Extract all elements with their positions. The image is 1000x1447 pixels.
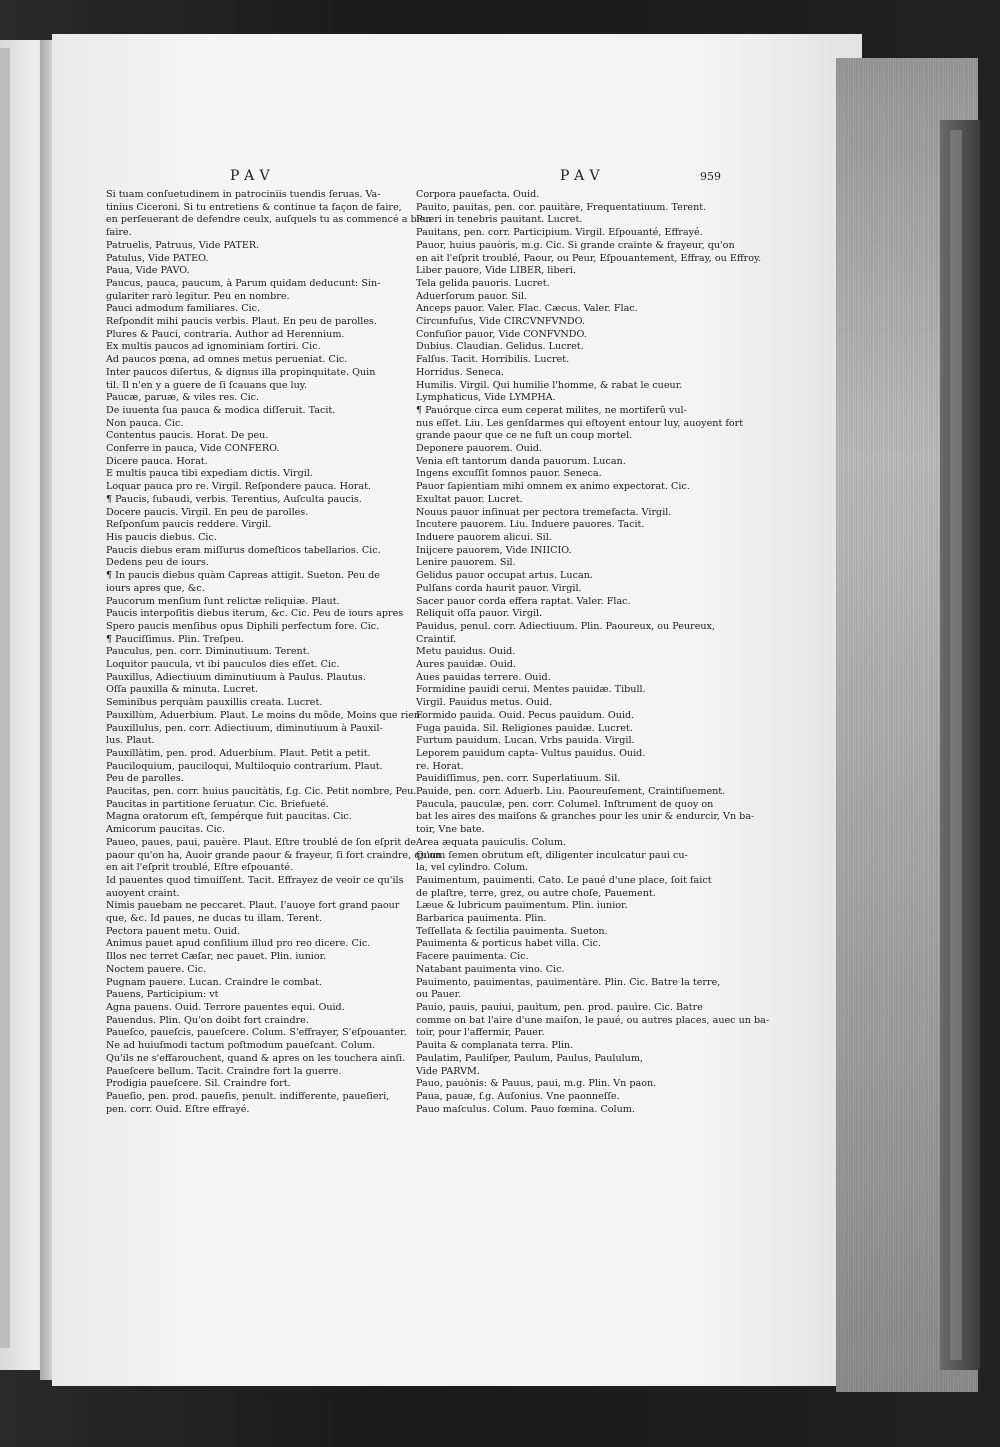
text-line: Gelidus pauor occupat artus. Lucan. [416, 570, 593, 582]
text-line: Paua, Vide PAVO. [106, 265, 190, 277]
text-line: comme on bat l'aire d'une maiſon, le paué, ou autres places, auec un ba- [416, 1014, 770, 1026]
text-line: Pulſans corda haurit pauor. Virgil. [416, 582, 582, 594]
text-line: Animus pauet apud conſilium illud pro reo dicere. Cic. [106, 938, 371, 950]
text-line: Paulatim, Pauliſper, Paulum, Paulus, Paululum, [416, 1052, 644, 1064]
text-line: Paucula, pauculæ, pen. corr. Columel. Inſtrument de quoy on [416, 798, 714, 810]
text-line: de plaſtre, terre, grez, ou autre choſe, Pauement. [416, 887, 656, 899]
text-line: Tela gelida pauoris. Lucret. [416, 277, 550, 289]
text-line: Paucitas in partitione ſeruatur. Cic. Briefueté. [106, 798, 329, 810]
text-line: Exultat pauor. Lucret. [416, 493, 523, 505]
text-line: Patulus, Vide PATEO. [106, 252, 209, 264]
text-line: Loquar pauca pro re. Virgil. Reſpondere pauca. Horat. [106, 481, 371, 493]
text-line: Sacer pauor corda effera raptat. Valer. Flac. [416, 595, 631, 607]
text-line: Fuga pauida. Sil. Religiones pauidæ. Lucret. [416, 722, 633, 734]
text-line: Dubius. Claudian. Gelidus. Lucret. [416, 341, 584, 353]
book-cover-highlight [950, 130, 962, 1360]
text-line: Patruelis, Patruus, Vide PATER. [106, 239, 260, 251]
text-line: Pauito, pauitas, pen. cor. pauitàre, Frequentatiuum. Terent. [416, 201, 707, 213]
text-line: faire. [106, 227, 132, 239]
text-line: Paucis diebus eram miſſurus domeſticos tabellarios. Cic. [106, 544, 381, 556]
right-text-column [416, 189, 770, 1116]
text-line: Inter paucos diſertus, & dignus illa propinquitate. Quin [106, 366, 376, 378]
text-line: Ingens excuſſit ſomnos pauor. Seneca. [416, 468, 602, 480]
text-line: Paucorum menſium ſunt relictæ reliquiæ. Plaut. [106, 595, 340, 607]
text-line: Læue & lubricum pauimentum. Plin. iunior. [416, 900, 628, 912]
text-line: Formido pauida. Ouid. Pecus pauidum. Ouid. [416, 709, 635, 721]
text-line: Induere pauorem alicui. Sil. [416, 531, 552, 543]
text-line: Pauidiſſimus, pen. corr. Superlatiuum. Sil. [416, 773, 621, 785]
text-line: Agna pauens. Ouid. Terrore pauentes equi. Ouid. [106, 1002, 345, 1013]
text-line: Quum ſemen obrutum eſt, diligenter inculcatur paui cu- [416, 849, 688, 861]
text-line: Paucus, pauca, paucum, à Parum quidam deducunt: Sin- [106, 277, 381, 289]
text-line: Paua, pauæ, f.g. Auſonius. Vne paonneſſe. [416, 1090, 620, 1102]
text-line: ¶ Pauciſſimus. Plin. Treſpeu. [106, 633, 245, 645]
text-line: Magna oratorum eſt, ſempérque fuit paucitas. Cic. [106, 811, 352, 823]
text-line: Reſponſum paucis reddere. Virgil. [106, 519, 272, 531]
text-line: Pauculus, pen. corr. Diminutiuum. Terent. [106, 646, 310, 658]
text-line: Id pauentes quod timuiſſent. Tacit. Effrayez de veoir ce qu'ils [106, 874, 404, 886]
text-line: Natabant pauimenta vino. Cic. [416, 963, 565, 975]
text-line: Horridus. Seneca. [416, 366, 504, 378]
text-line: Pugnam pauere. Lucan. Craindre le combat. [106, 976, 322, 988]
text-line: Conferre in pauca, Vide CONFERO. [106, 443, 280, 455]
text-line: Ex multis paucos ad ignominiam ſortiri. Cic. [106, 341, 321, 353]
text-line: Paueſio, pen. prod. paueſis, penult. indifferente, paueſieri, [106, 1090, 390, 1102]
text-line: Seminibus perquàm pauxillis creata. Lucret. [106, 697, 323, 709]
text-line: Paucæ, paruæ, & viles res. Cic. [106, 392, 260, 404]
text-line: toir, Vne bate. [416, 824, 485, 836]
text-line: Inijcere pauorem, Vide INIICIO. [416, 544, 572, 556]
text-line: Pauimento, pauimentas, pauimentàre. Plin. Cic. Batre la terre, [416, 976, 721, 988]
text-line: Lymphaticus, Vide LYMPHA. [416, 392, 556, 404]
text-line: Paucis interpoſitis diebus iterum, &c. Cic. Peu de iours apres [106, 608, 404, 620]
text-line: en ait l'eſprit troublé, Eſtre eſpouanté. [106, 862, 294, 874]
text-line: Ne ad huiuſmodi tactum poſtmodum paueſcant. Colum. [106, 1040, 376, 1052]
text-line: lus. Plaut. [106, 735, 155, 747]
text-line: Illos nec terret Cæſar, nec pauet. Plin. iunior. [106, 951, 327, 963]
text-line: Falſus. Tacit. Horribilis. Lucret. [416, 354, 570, 366]
text-line: Loquitor paucula, vt ibi pauculos dies eſſet. Cic. [106, 659, 340, 671]
text-line: Pauxillàtim, pen. prod. Aduerbium. Plaut. Petit a petit. [106, 747, 371, 759]
text-line: Pauo maſculus. Colum. Pauo fœmina. Colum. [416, 1103, 635, 1115]
text-line: Anceps pauor. Valer. Flac. Cæcus. Valer. Flac. [416, 303, 638, 315]
text-line: Pauo, pauònis: & Pauus, paui, m.g. Plin. Vn paon. [416, 1078, 657, 1090]
text-line: Aues pauidas terrere. Ouid. [416, 671, 551, 683]
text-line: Non pauca. Cic. [106, 417, 184, 429]
text-line: Reliquit oſſa pauor. Virgil. [416, 608, 543, 620]
text-line: Pauxillus, Adiectiuum diminutiuum à Paulus. Plautus. [106, 671, 366, 683]
text-line: Paueſco, paueſcis, paueſcere. Colum. S'effrayer, S'eſpouanter. [106, 1027, 407, 1039]
text-line: Qu'ils ne s'effarouchent, quand & apres on les touchera ainſi. [106, 1052, 406, 1064]
text-line: gulariter rarò legitur. Peu en nombre. [106, 290, 290, 302]
text-line: Circunfuſus, Vide CIRCVNFVNDO. [416, 316, 585, 328]
text-line: Reſpondit mihi paucis verbis. Plaut. En peu de parolles. [106, 316, 378, 328]
text-line: ¶ Paucis, ſubaudi, verbis. Terentius, Auſculta paucis. [106, 493, 362, 505]
text-line: Si tuam conſuetudinem in patrociniis tuendis ſeruas. Va- [106, 189, 381, 200]
text-line: Dicere pauca. Horat. [106, 455, 208, 467]
text-line: Vide PARVM. [416, 1065, 480, 1077]
text-line: E multis pauca tibi expediam dictis. Virgil. [106, 468, 313, 480]
text-line: Craintif. [416, 633, 457, 645]
text-line: re. Horat. [416, 760, 464, 772]
text-line: Metu pauidus. Ouid. [416, 646, 516, 658]
text-line: Corpora pauefacta. Ouid. [416, 189, 540, 200]
text-line: Venia eſt tantorum danda pauorum. Lucan. [416, 455, 626, 467]
text-line: Virgil. Pauidus metus. Ouid. [416, 697, 553, 709]
text-line: Contentus paucis. Horat. De peu. [106, 430, 269, 442]
text-line: auoyent craint. [106, 887, 180, 899]
text-line: Leporem pauidum capta- Vultus pauidus. Ouid. [416, 747, 646, 759]
text-line: Formidine pauidi cerui. Mentes pauidæ. Tibull. [416, 684, 646, 696]
text-line: Pauide, pen. corr. Aduerb. Liu. Paoureuſement, Craintiſuement. [416, 786, 726, 798]
left-page-shadow [0, 48, 10, 1348]
text-line: Pauciloquium, pauciloqui, Multiloquio contrarium. Plaut. [106, 760, 383, 772]
text-line: Pauxillulus, pen. corr. Adiectiuum, diminutiuum à Pauxil- [106, 722, 383, 734]
text-line: ou Pauer. [416, 989, 462, 1001]
text-line: Peu de parolles. [106, 773, 184, 785]
text-line: Pauci admodum familiares. Cic. [106, 303, 261, 315]
text-line: Pauimentum, pauimenti. Cato. Le paué d'une place, ſoit faict [416, 874, 712, 886]
text-line: Facere pauimenta. Cic. [416, 951, 529, 963]
text-line: Paueſcere bellum. Tacit. Craindre fort la guerre. [106, 1065, 342, 1077]
left-running-head: PAV [230, 168, 276, 184]
right-running-head: PAV [560, 168, 606, 184]
text-line: til. Il n'en y a guere de ſi ſcauans que luy. [106, 379, 307, 391]
text-line: Lenire pauorem. Sil. [416, 557, 516, 569]
text-line: Amicorum paucitas. Cic. [106, 824, 226, 836]
text-line: Pauendus. Plin. Qu'on doibt fort craindre. [106, 1014, 309, 1026]
text-line: Plures & Pauci, contraria. Author ad Herennium. [106, 328, 345, 340]
text-line: que, &c. Id paues, ne ducas tu illam. Terent. [106, 913, 323, 925]
text-line: De iuuenta ſua pauca & modica diſſeruit. Tacit. [106, 404, 336, 416]
text-line: Oſſa pauxilla & minuta. Lucret. [106, 684, 259, 696]
text-line: His paucis diebus. Cic. [106, 531, 217, 543]
text-line: ¶ In paucis diebus quàm Capreas attigit. Sueton. Peu de [106, 570, 380, 582]
text-line: Spero paucis menſibus opus Diphili perfectum fore. Cic. [106, 620, 380, 632]
page-number: 959 [700, 170, 721, 183]
text-line: Paucitas, pen. corr. huius paucitàtis, f.g. Cic. Petit nombre, Peu. [106, 786, 417, 798]
text-line: Pauimenta & porticus habet villa. Cic. [416, 938, 602, 950]
text-line: Humilis. Virgil. Qui humilie l'homme, & rabat le cueur. [416, 379, 683, 391]
text-line: toir, pour l'affermir, Pauer. [416, 1027, 545, 1039]
text-line: Pauitans, pen. corr. Participium. Virgil. Eſpouanté, Effrayé. [416, 227, 703, 239]
text-line: Liber pauore, Vide LIBER, liberi. [416, 265, 576, 277]
text-line: pen. corr. Ouid. Eſtre effrayé. [106, 1103, 250, 1115]
text-line: Nouus pauor inſinuat per pectora tremefacta. Virgil. [416, 506, 672, 518]
text-line: iours apres que, &c. [106, 582, 205, 594]
text-line: Incutere pauorem. Liu. Induere pauores. Tacit. [416, 519, 645, 531]
text-line: Prodigia paueſcere. Sil. Craindre fort. [106, 1078, 291, 1090]
text-line: Barbarica pauimenta. Plin. [416, 913, 547, 925]
text-line: Pauio, pauis, pauiui, pauìtum, pen. prod. pauìre. Cic. Batre [416, 1002, 703, 1013]
text-line: ¶ Pauórque circa eum ceperat milites, ne mortiferũ vul- [416, 404, 687, 416]
text-line: Pauxillùm, Aduerbium. Plaut. Le moins du mõde, Moins que rien. [106, 709, 424, 721]
text-line: Teſſellata & ſectilia pauimenta. Sueton. [416, 925, 608, 937]
text-line: la, vel cylindro. Colum. [416, 862, 529, 874]
text-line: Pauens, Participium: vt [106, 989, 219, 1001]
text-line: Pectora pauent metu. Ouid. [106, 925, 241, 937]
text-line: Pauidus, penul. corr. Adiectiuum. Plin. Paoureux, ou Peureux, [416, 620, 716, 632]
text-line: Deponere pauorem. Ouid. [416, 443, 543, 455]
text-line: Ad paucos pœna, ad omnes metus perueniat. Cic. [106, 354, 348, 366]
text-line: Docere paucis. Virgil. En peu de parolles. [106, 506, 309, 518]
text-line: Pueri in tenebris pauitant. Lucret. [416, 214, 583, 226]
text-line: nus eſſet. Liu. Les genſdarmes qui eſtoyent entour luy, auoyent fort [416, 417, 744, 429]
text-line: en perſeuerant de defendre ceulx, auſquels tu as commencé a bien [106, 214, 432, 226]
text-line: Pauor, huius pauòris, m.g. Cic. Si grande crainte & frayeur, qu'on [416, 239, 735, 251]
text-line: Noctem pauere. Cic. [106, 963, 207, 975]
text-line: bat les aires des maiſons & granches pour les unir & endurcir, Vn ba- [416, 811, 755, 823]
text-line: Aures pauidæ. Ouid. [416, 659, 517, 671]
text-line: Area æquata pauiculis. Colum. [416, 836, 566, 848]
text-line: Pauita & complanata terra. Plin. [416, 1040, 574, 1052]
text-line: Paueo, paues, paui, pauère. Plaut. Eſtre troublé de ſon eſprit de [106, 836, 417, 848]
text-line: grande paour que ce ne fuſt un coup mortel. [416, 430, 633, 442]
text-line: Furtum pauidum. Lucan. Vrbs pauida. Virgil. [416, 735, 635, 747]
text-line: paour qu'on ha, Auoir grande paour & frayeur, ſi fort craindre, qu'on [106, 849, 442, 861]
text-line: Aduerſorum pauor. Sil. [416, 290, 527, 302]
text-line: Confuſior pauor, Vide CONFVNDO. [416, 328, 587, 340]
text-line: tinius Ciceroni. Si tu entretiens & continue ta façon de faire, [106, 201, 402, 213]
text-line: Dedens peu de iours. [106, 557, 209, 569]
text-line: Nimis pauebam ne peccaret. Plaut. I'auoye fort grand paour [106, 900, 400, 912]
text-line: en ait l'eſprit troublé, Paour, ou Peur, Eſpouantement, Effray, ou Effroy. [416, 252, 762, 264]
text-line: Pauor ſapientiam mihi omnem ex animo expectorat. Cic. [416, 481, 690, 493]
